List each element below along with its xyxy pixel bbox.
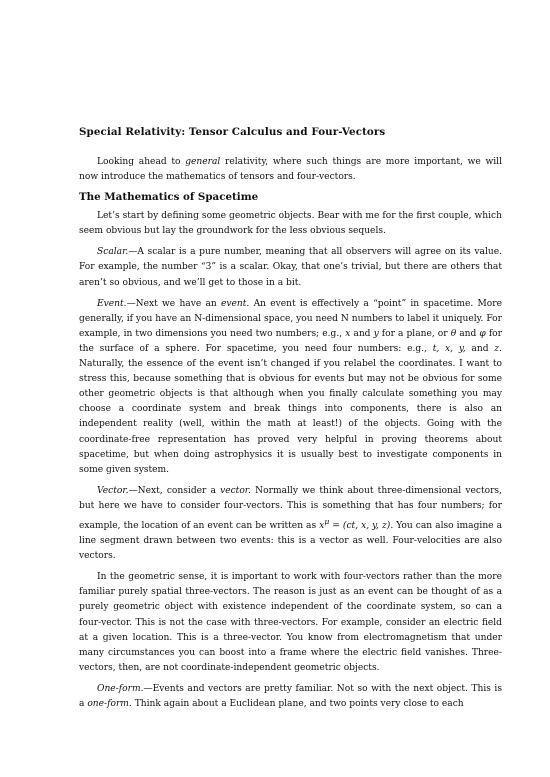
paragraph-scalar: Scalar.—A scalar is a pure number, meaning that all observers will agree on its value. For example, the number “3” is a scalar. Okay, that one’s trivial, but there are others that aren’t so obvious, and we’ll get to those in a bit. <box>79 247 502 288</box>
paragraph-vector: Vector.—Next, consider a vector. Normally we think about three-dimensional vectors, but here we have to consider four-vectors. This is something that has four numbers; for example, the location of an event can be written as $x^\mu = (ct$, x, y, z). You can also imagine a line segment drawn between two events: this is a vector as well. Four-velocities are also vectors. <box>79 485 503 562</box>
paragraph-one-form: One-form.—Events and vectors are pretty familiar. Not so with the next object. This is a one-form. Think again about a Euclidean plane, and two points very close to each <box>79 683 502 710</box>
document-title: Special Relativity: Tensor Calculus and Four-Vectors <box>79 126 386 138</box>
section-heading: The Mathematics of Spacetime <box>79 191 259 204</box>
paragraph-geometric: In the geometric sense, it is important to work with four-vectors rather than the more familiar purely spatial three-vectors. The reason is just as an event can be thought of as a purely geometric object with existence independent of the coordinate system, so can a four-vector. This is not the case with three-vectors. For example, consider an electric field at a given location. This is a three-vector. You know from electromagnetism that under many circumstances you can boost into a frame where the electric field vanishes. Three-vectors, then, are not coordinate-independent geometric objects. <box>79 572 502 673</box>
paragraph-event: Event.—Next we have an event. An event is effectively a “point” in spacetime. More generally, if you have an N-dimensional space, you need N numbers to label it uniquely. For example, in two dimensions you need two numbers; e.g., x and y for a plane, or θ and φ for the surface of a sphere. For spacetime, you need four numbers: e.g., t, x, y, and z. Naturally, the essence of the event isn’t changed if you relabel the coordinates. I want to stress this, because something that is obvious for events but may not be obvious for some other geometric objects is that although when you finally calculate something you may choose a coordinate system and break things into components, there is also an independent reality (well, within the math at least!) of the objects. Going with the coordinate-free representation has proved very helpful in proving theorems about spacetime, but when doing astrophysics it is usually best to investigate components in some given system. <box>79 298 503 475</box>
paragraph-start: Let’s start by defining some geometric objects. Bear with me for the first couple, which seem obvious but lay the groundwork for the less obvious sequels. <box>79 211 502 237</box>
four-position-formula: $x^\mu = (ct$, x, y, z) <box>319 516 391 531</box>
intro-paragraph: Looking ahead to general relativity, where such things are more important, we will now introduce the mathematics of tensors and four-vectors. <box>79 157 502 183</box>
